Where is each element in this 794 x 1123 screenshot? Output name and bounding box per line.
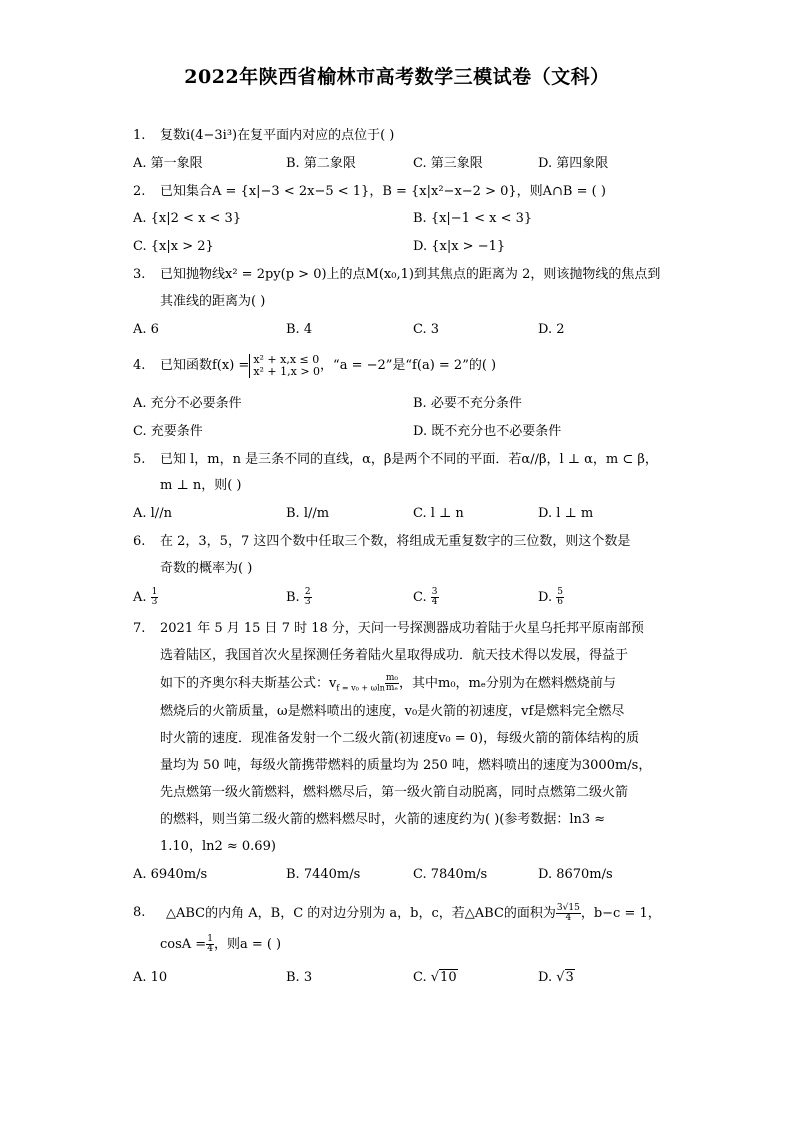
option-b: B. {x|−1 < x < 3}	[413, 211, 533, 226]
question-stem: 2021 年 5 月 15 日 7 时 18 分，天问一号探测器成功着陆于火星乌托邦平原南部预	[160, 621, 644, 636]
area-fraction: $\frac{3√15}{4}$	[556, 903, 580, 923]
option-c: C. {x|x > 2}	[133, 239, 214, 254]
option-c: C. 第三象限	[413, 156, 483, 171]
mass-fraction: $\frac{\text{m₀}}{\text{mₑ}}$	[385, 673, 399, 693]
option-d: D. √3	[538, 970, 574, 985]
question-stem-cont: 燃烧后的火箭质量，ω是燃料喷出的速度，v₀是火箭的初速度，vf是燃料完全燃尽	[160, 704, 625, 719]
function-def: 已知函数f(x) =	[160, 358, 250, 373]
option-d: D. 第四象限	[538, 156, 609, 171]
question-stem: △ABC的内角 A，B，C 的对边分别为 a，b，c，若△ABC的面积为 $\frac{3√15}{4}$ ，b−c = 1，	[166, 903, 661, 923]
option-b: B. 必要不充分条件	[413, 396, 522, 411]
fraction: $\frac{1}{3}$	[151, 587, 158, 607]
option-c: C. 充要条件	[133, 424, 203, 439]
option-a: A. 6	[133, 322, 159, 337]
question-number: 2.	[133, 184, 146, 199]
page-title: 2022年陕西省榆林市高考数学三模试卷（文科）	[184, 66, 610, 88]
question-number: 1.	[133, 128, 146, 143]
option-a: A. 10	[133, 970, 168, 985]
option-c: C. 3	[413, 322, 440, 337]
option-a: A. 6940m/s	[133, 867, 208, 882]
question-stem-cont: cosA = $\frac{1}{4}$ ，则a = ( )	[160, 934, 282, 954]
question-stem-cont: 量均为 50 吨，每级火箭携带燃料的质量均为 250 吨，燃料喷出的速度为3000m/s，	[160, 758, 652, 773]
option-b: B. l//m	[286, 506, 330, 521]
question-number: 6.	[133, 534, 146, 549]
piece-2: x² + 1,x > 0	[253, 364, 321, 378]
question-stem-cont: 先点燃第一级火箭燃料，燃料燃尽后，第一级火箭自动脱离，同时点燃第二级火箭	[160, 785, 629, 800]
option-c: C. $\frac{3}{4}$	[413, 587, 438, 607]
option-a: A. {x|2 < x < 3}	[133, 211, 242, 226]
option-b: B. $\frac{2}{3}$	[286, 587, 311, 607]
cos-fraction: $\frac{1}{4}$	[207, 934, 213, 954]
question-stem: 已知 l，m，n 是三条不同的直线，α，β是两个不同的平面．若α//β，l ⊥ α，m ⊂ β，	[160, 452, 658, 467]
question-formula-line: 如下的齐奥尔科夫斯基公式：$v_{f = v_0 + \omega ln}$ $\frac{\text{m₀}}{\text{mₑ}}$ ，其中m₀，mₑ分别为在燃料燃烧前与	[160, 673, 616, 693]
question-stem: 已知抛物线x² = 2py(p > 0)上的点M(x₀,1)到其焦点的距离为 2，则该抛物线的焦点到	[160, 267, 661, 282]
option-b: B. 3	[286, 970, 313, 985]
option-a: A. l//n	[133, 506, 172, 521]
option-a: A. 充分不必要条件	[133, 396, 242, 411]
question-stem-cont: 的燃料，则当第二级火箭的燃料燃尽时，火箭的速度约为( )(参考数据：ln3 ≈	[160, 812, 606, 827]
fraction: $\frac{5}{6}$	[557, 587, 563, 607]
option-d: D. l ⊥ m	[538, 506, 594, 521]
question-stem: 复数i(4−3i³)在复平面内对应的点位于( )	[160, 128, 395, 143]
option-b: B. 4	[286, 322, 313, 337]
option-c: C. √10	[413, 970, 457, 985]
piece-1: x² + x,x ≤ 0	[253, 352, 320, 366]
condition-text: ，“a = −2”是“f(a) = 2”的( )	[320, 358, 497, 373]
option-d: D. 8670m/s	[538, 867, 613, 882]
question-stem: 在 2，3，5，7 这四个数中任取三个数，将组成无重复数字的三位数，则这个数是	[160, 534, 631, 549]
question-number: 5.	[133, 452, 146, 467]
question-stem-cont: m ⊥ n，则( )	[160, 478, 242, 493]
option-d: D. {x|x > −1}	[413, 239, 506, 254]
option-d: D. 2	[538, 322, 565, 337]
option-a: A. $\frac{1}{3}$	[133, 587, 158, 607]
option-d: D. 既不充分也不必要条件	[413, 424, 562, 439]
fraction: $\frac{3}{4}$	[431, 587, 438, 607]
option-d: D. $\frac{5}{6}$	[538, 587, 563, 607]
question-number: 7.	[133, 621, 146, 636]
option-c: C. 7840m/s	[413, 867, 488, 882]
question-number: 8.	[133, 905, 146, 920]
question-stem-cont: 奇数的概率为( )	[160, 561, 253, 576]
option-b: B. 7440m/s	[286, 867, 361, 882]
question-stem	[160, 348, 496, 384]
option-b: B. 第二象限	[286, 156, 356, 171]
question-stem: 已知集合A = {x|−3 < 2x−5 < 1}，B = {x|x²−x−2 > 0}，则A∩B = ( )	[160, 184, 606, 199]
question-stem-cont: 1.10，ln2 ≈ 0.69)	[160, 839, 276, 854]
fraction: $\frac{2}{3}$	[304, 587, 311, 607]
question-stem-cont: 时火箭的速度．现准备发射一个二级火箭(初速度v₀ = 0)，每级火箭的箭体结构的质	[160, 731, 640, 746]
question-stem-cont: 其准线的距离为( )	[160, 294, 266, 309]
question-number: 4.	[133, 358, 146, 373]
question-number: 3.	[133, 267, 146, 282]
option-a: A. 第一象限	[133, 156, 203, 171]
option-c: C. l ⊥ n	[413, 506, 464, 521]
piecewise-brace	[249, 354, 320, 378]
question-stem-cont: 选着陆区，我国首次火星探测任务着陆火星取得成功．航天技术得以发展，得益于	[160, 648, 629, 663]
